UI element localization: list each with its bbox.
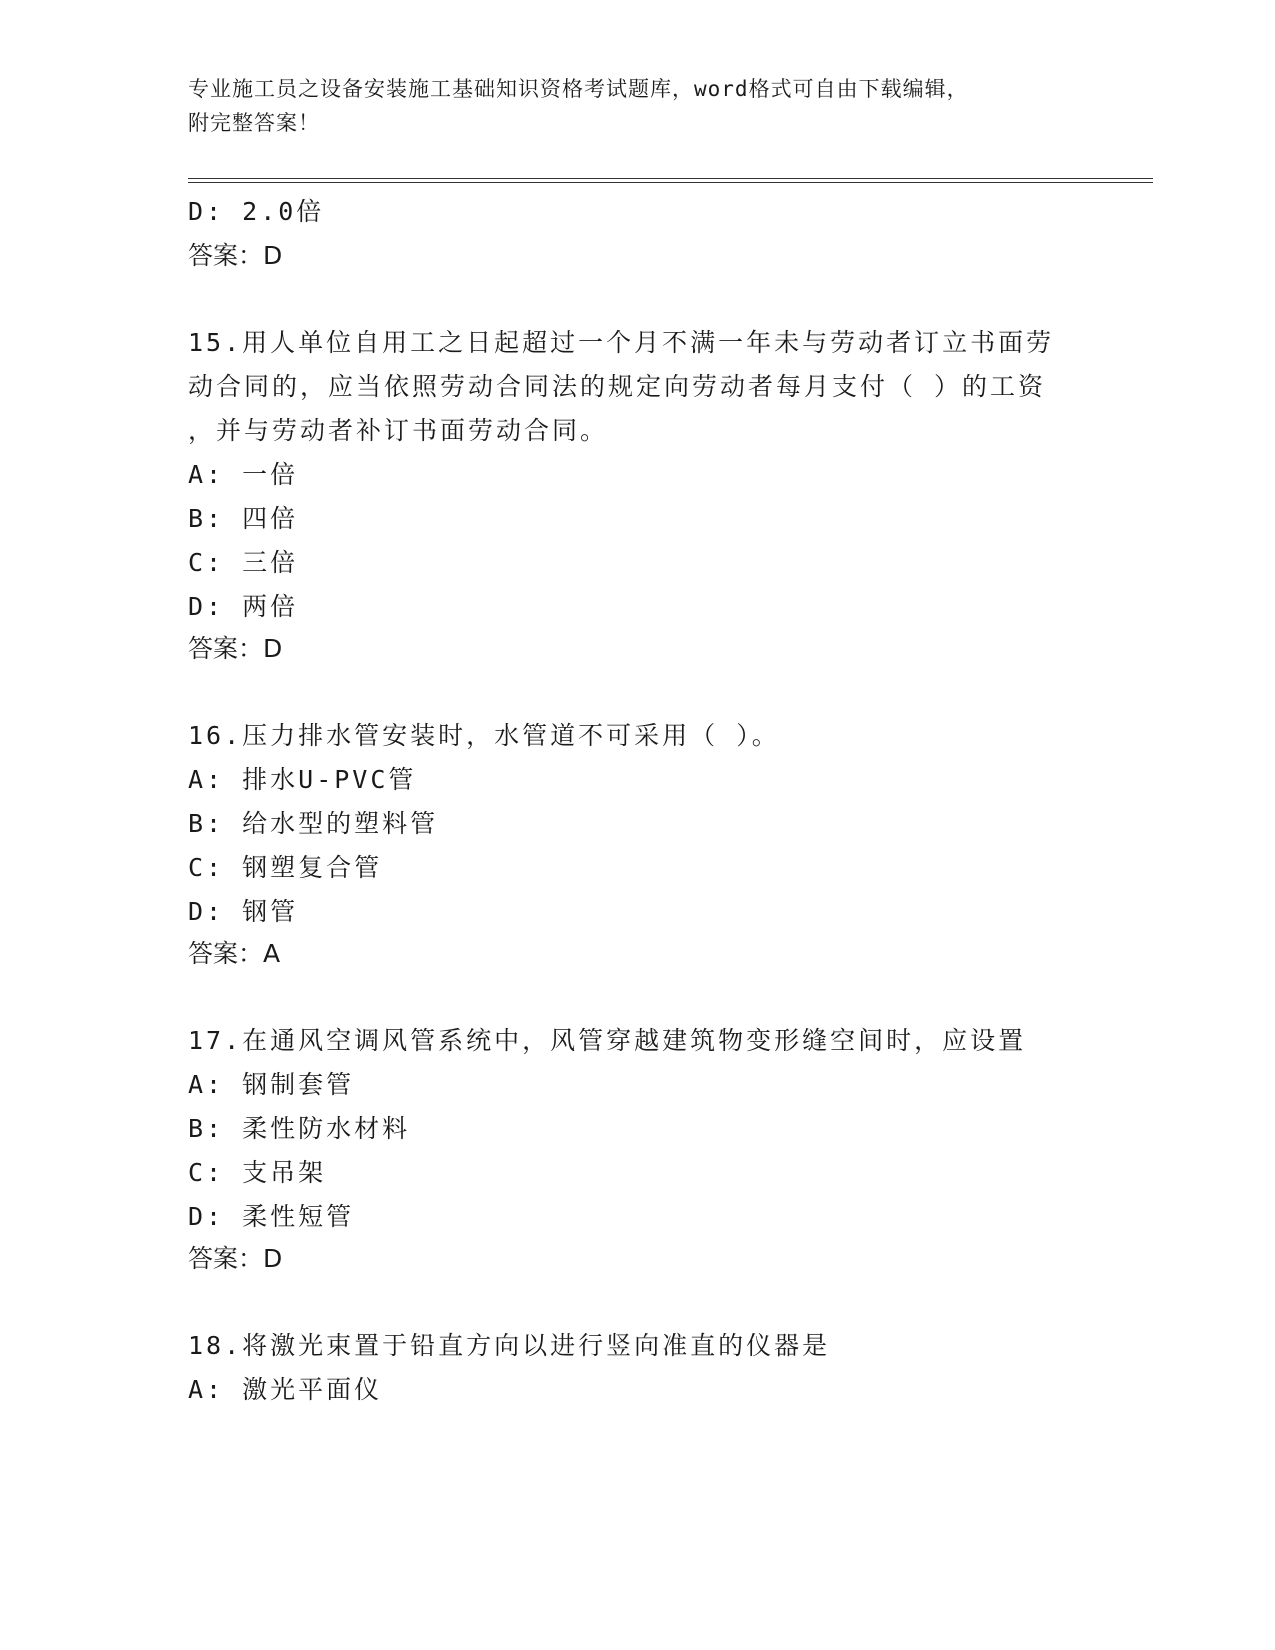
q17-option-a: A: 钢制套管 (188, 1070, 355, 1099)
q14-answer: 答案：D (188, 241, 283, 270)
q15-stem-line-2: 动合同的，应当依照劳动合同法的规定向劳动者每月支付（ ）的工资 (188, 372, 1047, 401)
q16-stem-line-1: 16.压力排水管安装时，水管道不可采用（ ）。 (188, 721, 780, 750)
q15-option-d: D: 两倍 (188, 592, 299, 621)
header-divider-thick (188, 182, 1153, 183)
q15-option-c: C: 三倍 (188, 548, 299, 577)
header-line-2: 附完整答案！ (188, 111, 320, 135)
q17-option-c: C: 支吊架 (188, 1158, 327, 1187)
q18-option-a: A: 激光平面仪 (188, 1375, 383, 1404)
q15-stem-line-1: 15.用人单位自用工之日起超过一个月不满一年未与劳动者订立书面劳 (188, 328, 1055, 357)
q16-option-a: A: 排水U-PVC管 (188, 765, 417, 794)
header-line-1: 专业施工员之设备安装施工基础知识资格考试题库，word格式可自由下载编辑， (188, 77, 969, 101)
q16-answer: 答案：A (188, 939, 281, 968)
q17-answer: 答案：D (188, 1244, 283, 1273)
q15-stem-line-3: ，并与劳动者补订书面劳动合同。 (188, 416, 609, 445)
q14-option-d: D: 2.0倍 (188, 197, 325, 226)
q15-option-a: A: 一倍 (188, 460, 299, 489)
document-header (188, 72, 1088, 140)
q16-option-d: D: 钢管 (188, 897, 299, 926)
q15-option-b: B: 四倍 (188, 504, 299, 533)
q15-answer: 答案：D (188, 634, 283, 663)
q17-stem-line-1: 17.在通风空调风管系统中，风管穿越建筑物变形缝空间时，应设置 (188, 1026, 1027, 1055)
q16-option-c: C: 钢塑复合管 (188, 853, 383, 882)
q16-option-b: B: 给水型的塑料管 (188, 809, 439, 838)
q17-option-b: B: 柔性防水材料 (188, 1114, 411, 1143)
header-divider-thin (188, 178, 1153, 179)
q17-option-d: D: 柔性短管 (188, 1202, 355, 1231)
q18-stem-line-1: 18.将激光束置于铅直方向以进行竖向准直的仪器是 (188, 1331, 831, 1360)
